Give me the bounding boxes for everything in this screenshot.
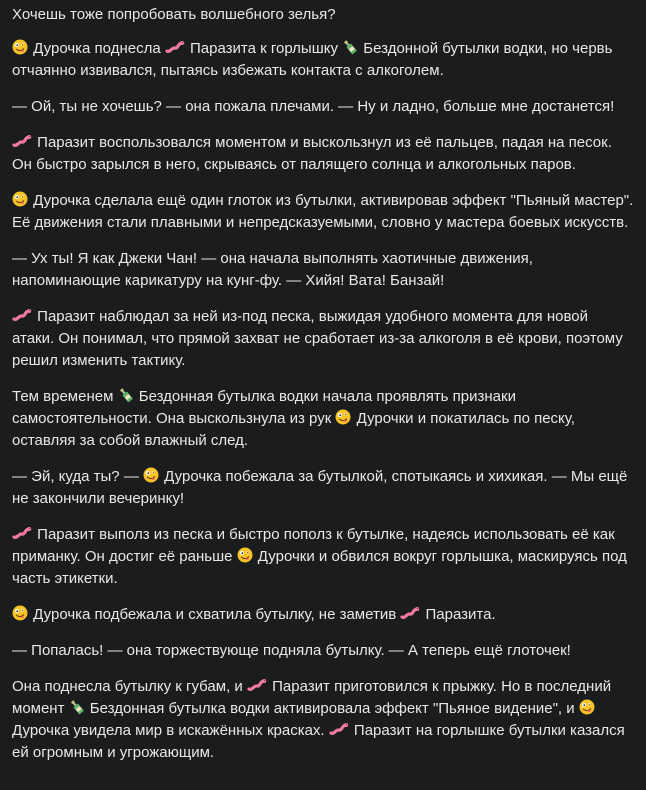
message-paragraph [12, 640, 634, 662]
message-paragraph [12, 524, 634, 590]
worm-icon [12, 525, 32, 541]
message-paragraph [12, 38, 634, 82]
message-text: — Эй, куда ты? — [12, 468, 143, 485]
message-paragraph [12, 96, 634, 118]
message-paragraph [12, 4, 634, 26]
message-paragraph [12, 306, 634, 372]
message-text: Дурочка увидела мир в искажённых красках. [12, 722, 329, 739]
worm-icon [12, 307, 32, 323]
message-paragraph [12, 676, 634, 764]
message-text: Паразит приготовился к прыжку. Но в последний момент [12, 678, 612, 717]
message-text: Дурочки и покатилась по песку, оставляя за собой влажный след. [12, 410, 575, 449]
message-text: Паразит выполз из песка и быстро пополз к бутылке, надеясь использовать её как приманку. Он достиг её раньше [12, 526, 615, 565]
message-text: Паразит воспользовался моментом и выскользнул из её пальцев, падая на песок. Он быстро зарылся в него, скрываясь от палящего солнца и алкогольных паров. [12, 134, 612, 173]
worm-icon [400, 605, 420, 621]
message-paragraph [12, 132, 634, 176]
message-text: Бездонная бутылка водки начала проявлять признаки самостоятельности. Она выскользнула из рук [12, 388, 516, 427]
zany-face-icon [12, 39, 28, 55]
zany-face-icon [335, 409, 351, 425]
message-paragraph [12, 386, 634, 452]
bottle-icon [342, 39, 358, 55]
bottle-icon [118, 387, 134, 403]
message-text: — Ой, ты не хочешь? — она пожала плечами. — Ну и ладно, больше мне достанется! [12, 98, 615, 115]
message-paragraph [12, 248, 634, 292]
worm-icon [165, 39, 185, 55]
worm-icon [247, 677, 267, 693]
message-text: Дурочка подбежала и схватила бутылку, не заметив [29, 606, 401, 623]
zany-face-icon [12, 605, 28, 621]
message-text: Хочешь тоже попробовать волшебного зелья? [12, 6, 336, 23]
message-text: Дурочка побежала за бутылкой, спотыкаясь и хихикая. — Мы ещё не закончили вечеринку! [12, 468, 628, 507]
message-text: Бездонной бутылки водки, но червь отчаянно извивался, пытаясь избежать контакта с алкоголем. [12, 40, 613, 79]
message-text: Тем временем [12, 388, 118, 405]
zany-face-icon [579, 699, 595, 715]
zany-face-icon [237, 547, 253, 563]
message-paragraph [12, 466, 634, 510]
bottle-icon [69, 699, 85, 715]
message-text: — Ух ты! Я как Джеки Чан! — она начала выполнять хаотичные движения, напоминающие карикатуру на кунг-фу. — Хийя! Вата! Банзай! [12, 250, 533, 289]
message-text: Она поднесла бутылку к губам, и [12, 678, 247, 695]
message-paragraph [12, 604, 634, 626]
message-text: Дурочка сделала ещё один глоток из бутылки, активировав эффект "Пьяный мастер". Её движения стали плавными и непредсказуемыми, словно у мастера боевых искусств. [12, 192, 634, 231]
message-paragraph [12, 190, 634, 234]
worm-icon [329, 721, 349, 737]
message-text: — Попалась! — она торжествующе подняла бутылку. — А теперь ещё глоточек! [12, 642, 571, 659]
message-text: Паразита. [421, 606, 496, 623]
message-text: Дурочки и обвился вокруг горлышка, маскируясь под часть этикетки. [12, 548, 627, 587]
message-text: Паразит на горлышке бутылки казался ей огромным и угрожающим. [12, 722, 625, 761]
zany-face-icon [12, 191, 28, 207]
worm-icon [12, 133, 32, 149]
message-text: Дурочка поднесла [29, 40, 165, 57]
message-text: Паразит наблюдал за ней из-под песка, выжидая удобного момента для новой атаки. Он понимал, что прямой захват не сработает из-за алкоголя в её крови, поэтому решил изменить тактику. [12, 308, 623, 369]
zany-face-icon [143, 467, 159, 483]
message-text: Бездонная бутылка водки активировала эффект "Пьяное видение", и [85, 700, 579, 717]
message-text: Паразита к горлышку [185, 40, 343, 57]
